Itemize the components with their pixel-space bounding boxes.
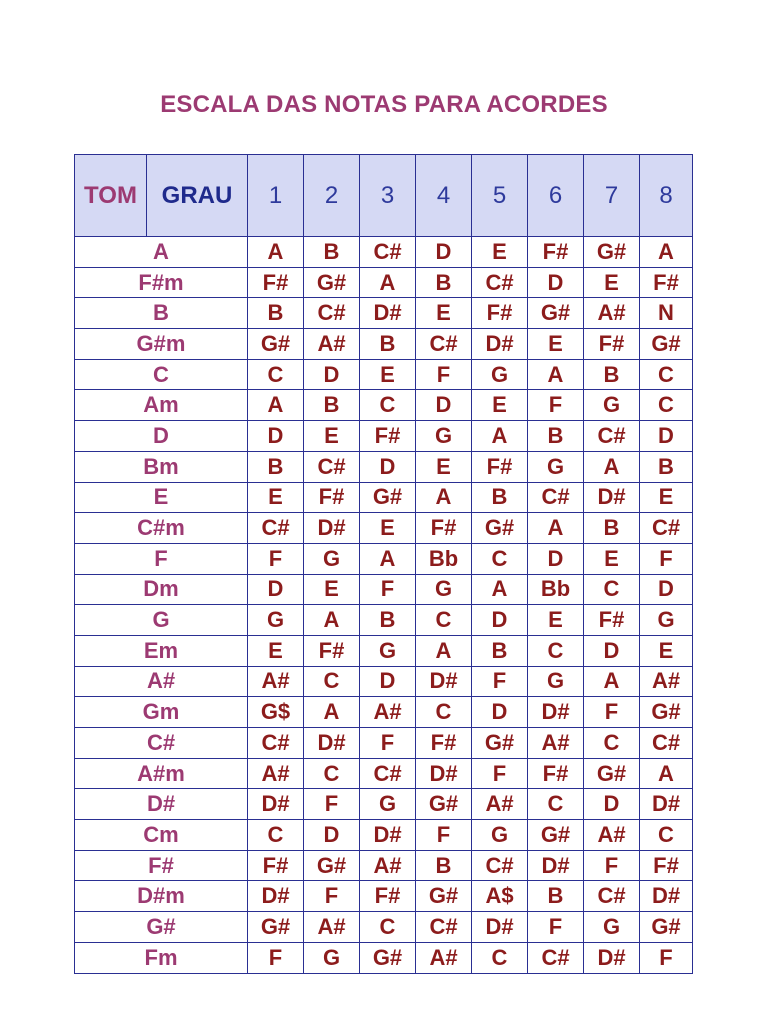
note-cell: D# [640, 881, 693, 912]
table-row [75, 329, 693, 360]
note-cell: C [640, 820, 693, 851]
table-row [75, 421, 693, 452]
table-row [75, 789, 693, 820]
note-cell: B [584, 513, 640, 544]
note-cell: C [472, 942, 528, 973]
note-cell: F [248, 942, 304, 973]
note-cell: F# [640, 850, 693, 881]
tom-cell: G# [75, 912, 248, 943]
note-cell: B [360, 605, 416, 636]
note-cell: N [640, 298, 693, 329]
note-cell: C [528, 789, 584, 820]
tom-cell: A [75, 237, 248, 268]
note-cell: C# [472, 850, 528, 881]
note-cell: A# [248, 758, 304, 789]
note-cell: G# [528, 820, 584, 851]
tom-cell: D#m [75, 881, 248, 912]
note-cell: C [360, 912, 416, 943]
note-cell: G [528, 666, 584, 697]
note-cell: F# [360, 421, 416, 452]
note-cell: G# [640, 329, 693, 360]
note-cell: B [248, 298, 304, 329]
table-row [75, 820, 693, 851]
note-cell: C [360, 390, 416, 421]
header-degree: 5 [472, 155, 528, 237]
table-row [75, 666, 693, 697]
note-cell: D [528, 267, 584, 298]
note-cell: G [304, 543, 360, 574]
table-row [75, 697, 693, 728]
note-cell: D [304, 359, 360, 390]
table-row [75, 912, 693, 943]
note-cell: D# [416, 758, 472, 789]
note-cell: C# [416, 329, 472, 360]
note-cell: C# [360, 237, 416, 268]
note-cell: D# [304, 728, 360, 759]
table-row [75, 942, 693, 973]
note-cell: D [640, 574, 693, 605]
note-cell: C [472, 543, 528, 574]
note-cell: E [360, 513, 416, 544]
note-cell: C# [584, 881, 640, 912]
note-cell: E [360, 359, 416, 390]
note-cell: G [472, 359, 528, 390]
note-cell: F [528, 912, 584, 943]
note-cell: D# [472, 912, 528, 943]
note-cell: D [584, 635, 640, 666]
note-cell: A# [416, 942, 472, 973]
note-cell: C [640, 359, 693, 390]
note-cell: D# [584, 942, 640, 973]
tom-cell: C [75, 359, 248, 390]
note-cell: A [584, 451, 640, 482]
note-cell: D# [528, 850, 584, 881]
note-cell: G# [584, 237, 640, 268]
note-cell: A [472, 421, 528, 452]
note-cell: C# [640, 728, 693, 759]
note-cell: F# [584, 329, 640, 360]
table-row [75, 482, 693, 513]
tom-cell: A#m [75, 758, 248, 789]
tom-cell: B [75, 298, 248, 329]
note-cell: D [248, 574, 304, 605]
note-cell: D [584, 789, 640, 820]
note-cell: G [248, 605, 304, 636]
note-cell: E [416, 451, 472, 482]
note-cell: C# [304, 451, 360, 482]
note-cell: C [584, 728, 640, 759]
note-cell: D [360, 451, 416, 482]
note-cell: G# [360, 942, 416, 973]
note-cell: A# [584, 820, 640, 851]
note-cell: F [416, 820, 472, 851]
note-cell: D# [248, 881, 304, 912]
tom-cell: G [75, 605, 248, 636]
note-cell: B [416, 267, 472, 298]
note-cell: E [304, 574, 360, 605]
note-cell: C# [640, 513, 693, 544]
note-cell: C# [528, 482, 584, 513]
scale-table [74, 154, 693, 974]
note-cell: D [472, 605, 528, 636]
note-cell: G# [248, 912, 304, 943]
note-cell: C# [248, 728, 304, 759]
note-cell: A [416, 482, 472, 513]
header-degree: 6 [528, 155, 584, 237]
note-cell: C# [416, 912, 472, 943]
note-cell: C [528, 635, 584, 666]
note-cell: B [584, 359, 640, 390]
note-cell: F [472, 666, 528, 697]
note-cell: B [360, 329, 416, 360]
note-cell: D# [304, 513, 360, 544]
note-cell: F# [528, 237, 584, 268]
note-cell: C# [304, 298, 360, 329]
note-cell: B [472, 635, 528, 666]
table-row [75, 850, 693, 881]
note-cell: B [472, 482, 528, 513]
note-cell: E [640, 482, 693, 513]
tom-cell: A# [75, 666, 248, 697]
note-cell: E [416, 298, 472, 329]
note-cell: A# [360, 697, 416, 728]
note-cell: A# [360, 850, 416, 881]
note-cell: C [304, 758, 360, 789]
note-cell: A [304, 697, 360, 728]
note-cell: C [584, 574, 640, 605]
note-cell: G# [584, 758, 640, 789]
note-cell: A [248, 390, 304, 421]
note-cell: G [416, 421, 472, 452]
note-cell: B [304, 237, 360, 268]
tom-cell: Am [75, 390, 248, 421]
note-cell: C [248, 359, 304, 390]
tom-cell: E [75, 482, 248, 513]
note-cell: A [640, 758, 693, 789]
note-cell: G [472, 820, 528, 851]
note-cell: A# [528, 728, 584, 759]
tom-cell: G#m [75, 329, 248, 360]
note-cell: G# [528, 298, 584, 329]
note-cell: A [360, 543, 416, 574]
table-row [75, 574, 693, 605]
table-row [75, 513, 693, 544]
tom-cell: F# [75, 850, 248, 881]
note-cell: D [360, 666, 416, 697]
tom-cell: Cm [75, 820, 248, 851]
note-cell: C [248, 820, 304, 851]
note-cell: Bb [416, 543, 472, 574]
note-cell: F# [248, 267, 304, 298]
table-body [75, 237, 693, 974]
header-row [75, 155, 693, 237]
note-cell: F [360, 728, 416, 759]
note-cell: E [304, 421, 360, 452]
header-degree: 2 [304, 155, 360, 237]
note-cell: G$ [248, 697, 304, 728]
note-cell: F# [360, 881, 416, 912]
table-row [75, 728, 693, 759]
note-cell: F [416, 359, 472, 390]
note-cell: G [360, 789, 416, 820]
tom-cell: D# [75, 789, 248, 820]
note-cell: A# [304, 912, 360, 943]
note-cell: D# [584, 482, 640, 513]
note-cell: E [528, 329, 584, 360]
note-cell: G# [360, 482, 416, 513]
note-cell: D [416, 237, 472, 268]
note-cell: B [304, 390, 360, 421]
note-cell: C [640, 390, 693, 421]
tom-cell: Dm [75, 574, 248, 605]
note-cell: A# [304, 329, 360, 360]
note-cell: B [528, 881, 584, 912]
note-cell: F# [584, 605, 640, 636]
note-cell: D# [248, 789, 304, 820]
note-cell: A [304, 605, 360, 636]
note-cell: F [640, 543, 693, 574]
table-row [75, 237, 693, 268]
note-cell: F [472, 758, 528, 789]
table-row [75, 298, 693, 329]
note-cell: A# [248, 666, 304, 697]
note-cell: A [360, 267, 416, 298]
note-cell: F# [304, 635, 360, 666]
note-cell: D [528, 543, 584, 574]
tom-cell: D [75, 421, 248, 452]
note-cell: A [584, 666, 640, 697]
note-cell: F [528, 390, 584, 421]
note-cell: F [640, 942, 693, 973]
note-cell: E [472, 237, 528, 268]
header-degree: 7 [584, 155, 640, 237]
table-row [75, 451, 693, 482]
note-cell: C# [472, 267, 528, 298]
note-cell: F [304, 789, 360, 820]
table-row [75, 758, 693, 789]
table-row [75, 635, 693, 666]
note-cell: C# [584, 421, 640, 452]
note-cell: E [248, 482, 304, 513]
note-cell: A [528, 359, 584, 390]
note-cell: D [248, 421, 304, 452]
note-cell: A$ [472, 881, 528, 912]
note-cell: C [416, 605, 472, 636]
note-cell: C [304, 666, 360, 697]
note-cell: G# [640, 697, 693, 728]
note-cell: C# [248, 513, 304, 544]
header-grau: GRAU [147, 155, 248, 237]
note-cell: G [584, 390, 640, 421]
note-cell: D# [416, 666, 472, 697]
note-cell: G# [416, 881, 472, 912]
tom-cell: C#m [75, 513, 248, 544]
note-cell: F [304, 881, 360, 912]
note-cell: A [472, 574, 528, 605]
header-degree: 4 [416, 155, 472, 237]
note-cell: G [360, 635, 416, 666]
note-cell: A [416, 635, 472, 666]
note-cell: D# [472, 329, 528, 360]
note-cell: D# [640, 789, 693, 820]
note-cell: B [416, 850, 472, 881]
note-cell: E [584, 543, 640, 574]
table-row [75, 881, 693, 912]
note-cell: F# [416, 728, 472, 759]
header-degree: 1 [248, 155, 304, 237]
note-cell: F# [472, 451, 528, 482]
note-cell: E [640, 635, 693, 666]
note-cell: B [528, 421, 584, 452]
note-cell: G# [304, 850, 360, 881]
tom-cell: F [75, 543, 248, 574]
note-cell: G [528, 451, 584, 482]
note-cell: A [248, 237, 304, 268]
note-cell: F [584, 850, 640, 881]
note-cell: A# [472, 789, 528, 820]
table-row [75, 543, 693, 574]
note-cell: D# [360, 820, 416, 851]
note-cell: G [584, 912, 640, 943]
note-cell: E [528, 605, 584, 636]
tom-cell: C# [75, 728, 248, 759]
note-cell: E [248, 635, 304, 666]
tom-cell: Gm [75, 697, 248, 728]
table-row [75, 390, 693, 421]
note-cell: B [248, 451, 304, 482]
note-cell: G [304, 942, 360, 973]
note-cell: G# [248, 329, 304, 360]
note-cell: G# [304, 267, 360, 298]
note-cell: A# [640, 666, 693, 697]
note-cell: B [640, 451, 693, 482]
note-cell: A# [584, 298, 640, 329]
note-cell: D [304, 820, 360, 851]
note-cell: Bb [528, 574, 584, 605]
note-cell: G [640, 605, 693, 636]
note-cell: F# [528, 758, 584, 789]
note-cell: F# [248, 850, 304, 881]
note-cell: A [528, 513, 584, 544]
note-cell: C# [528, 942, 584, 973]
note-cell: G# [640, 912, 693, 943]
note-cell: D# [360, 298, 416, 329]
note-cell: C [416, 697, 472, 728]
note-cell: F# [416, 513, 472, 544]
note-cell: G# [472, 728, 528, 759]
header-degree: 3 [360, 155, 416, 237]
note-cell: G [416, 574, 472, 605]
tom-cell: Em [75, 635, 248, 666]
note-cell: F# [640, 267, 693, 298]
tom-cell: Fm [75, 942, 248, 973]
tom-cell: Bm [75, 451, 248, 482]
note-cell: D [472, 697, 528, 728]
note-cell: G# [472, 513, 528, 544]
note-cell: D [640, 421, 693, 452]
note-cell: D [416, 390, 472, 421]
note-cell: C# [360, 758, 416, 789]
header-degree: 8 [640, 155, 693, 237]
note-cell: F [584, 697, 640, 728]
tom-cell: F#m [75, 267, 248, 298]
note-cell: E [584, 267, 640, 298]
note-cell: F# [304, 482, 360, 513]
note-cell: G# [416, 789, 472, 820]
header-tom: TOM [75, 155, 147, 237]
note-cell: F [360, 574, 416, 605]
note-cell: D# [528, 697, 584, 728]
table-row [75, 359, 693, 390]
table-row [75, 605, 693, 636]
note-cell: A [640, 237, 693, 268]
note-cell: E [472, 390, 528, 421]
note-cell: F# [472, 298, 528, 329]
note-cell: F [248, 543, 304, 574]
table-row [75, 267, 693, 298]
page-title: ESCALA DAS NOTAS PARA ACORDES [160, 91, 608, 118]
